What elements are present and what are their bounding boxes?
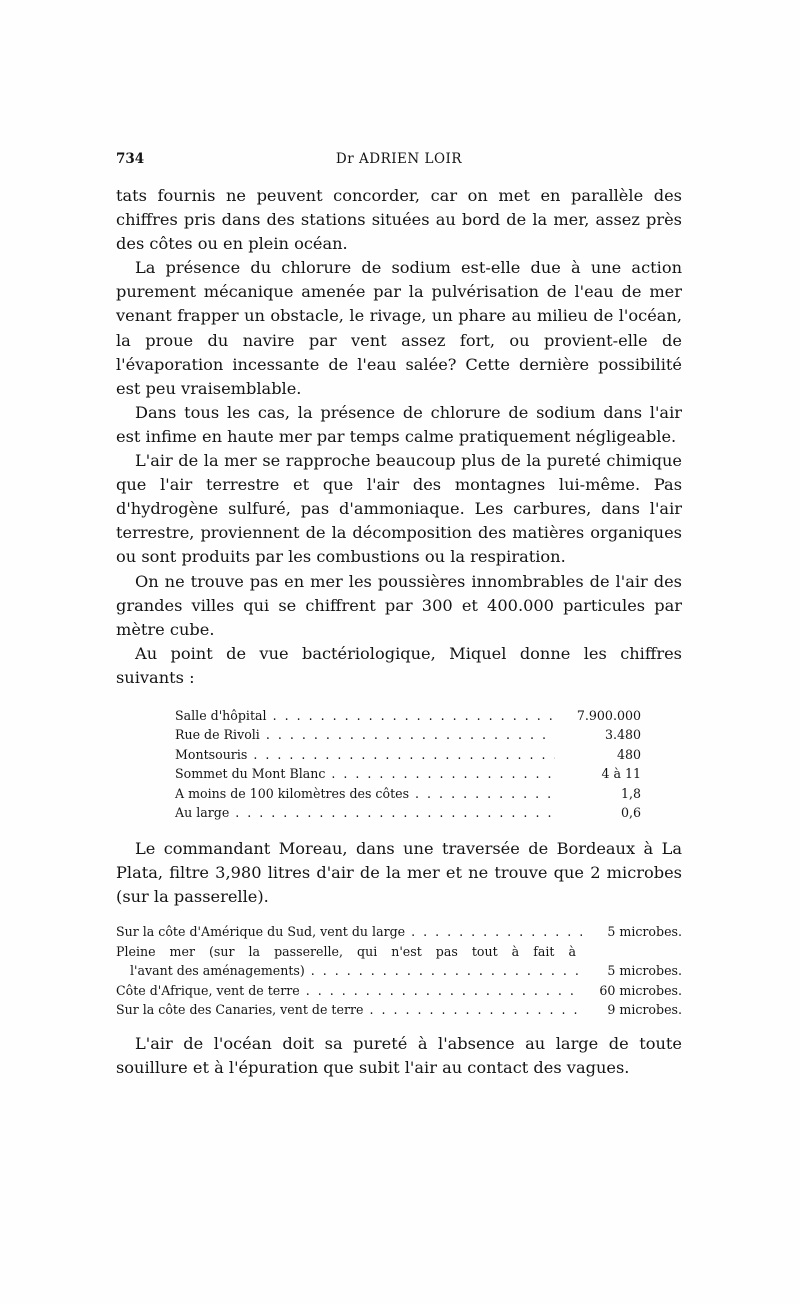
running-title: Dr ADRIEN LOIR	[335, 151, 463, 167]
leader-dots	[266, 725, 555, 745]
leader-dots	[235, 803, 555, 823]
table-row	[175, 784, 641, 804]
moreau-microbes-table	[116, 922, 682, 1020]
row-value: 5 microbes.	[607, 924, 682, 940]
page-body	[116, 184, 682, 1080]
row-label: Sommet du Mont Blanc	[175, 766, 326, 782]
row-label: Sur la côte d'Amérique du Sud, vent du large	[116, 924, 406, 940]
leader-dots	[253, 745, 555, 765]
row-value: 1,8	[620, 785, 641, 801]
row-value: 3.480	[604, 727, 641, 743]
row-label-line: Pleine mer (sur la passerelle, qui n'est pas tout à fait à	[116, 943, 576, 959]
row-label: Sur la côte des Canaries, vent de terre	[116, 1002, 364, 1018]
table-row	[116, 961, 682, 981]
table-row	[116, 1000, 682, 1020]
table-row	[116, 981, 682, 1001]
row-value: 5 microbes.	[607, 963, 682, 979]
table-row	[175, 745, 641, 765]
page-number: 734	[116, 151, 145, 167]
row-label: Côte d'Afrique, vent de terre	[116, 982, 300, 998]
leader-dots	[306, 981, 582, 1001]
leader-dots	[369, 1000, 582, 1020]
paragraph: tats fournis ne peuvent concorder, car on met en parallèle des chiffres pris dans des stations situées au bord de la mer, assez près des côtes ou en plein océan.	[116, 186, 682, 254]
row-label: Salle d'hôpital	[175, 707, 267, 723]
leader-dots	[331, 764, 555, 784]
row-value: 480	[616, 746, 641, 762]
paragraph: Au point de vue bactériologique, Miquel donne les chiffres suivants :	[116, 643, 682, 687]
row-label: A moins de 100 kilomètres des côtes	[175, 785, 410, 801]
row-label: Montsouris	[175, 746, 248, 762]
row-value: 9 microbes.	[607, 1002, 682, 1018]
paragraph: Le commandant Moreau, dans une traversée de Bordeaux à La Plata, filtre 3,980 litres d'air de la mer et ne trouve que 2 microbes (sur la passerelle).	[116, 838, 682, 907]
table-row	[175, 725, 641, 745]
row-value: 4 à 11	[601, 766, 641, 782]
table-row	[116, 922, 682, 942]
page-header	[116, 151, 682, 171]
row-label: Au large	[175, 805, 230, 821]
table-row	[175, 764, 641, 784]
paragraph: L'air de la mer se rapproche beaucoup plus de la pureté chimique que l'air terrestre et que l'air des montagnes lui-même. Pas d'hydrogène sulfuré, pas d'ammoniaque. Les carbures, dans l'air terrestre, proviennent de la décomposition des matières organiques ou sont produits par les combustions ou la respiration.	[116, 451, 682, 567]
leader-dots	[273, 706, 555, 726]
paragraph: L'air de l'océan doit sa pureté à l'absence au large de toute souillure et à l'épuration que subit l'air au contact des vagues.	[116, 1033, 682, 1077]
row-value: 0,6	[620, 805, 641, 821]
paragraph: Dans tous les cas, la présence de chlorure de sodium dans l'air est infime en haute mer par temps calme pratiquement négligeable.	[116, 402, 682, 446]
row-label: l'avant des aménagements)	[130, 963, 305, 979]
paragraph: On ne trouve pas en mer les poussières innombrables de l'air des grandes villes qui se chiffrent par 300 et 400.000 particules par mètre cube.	[116, 571, 682, 639]
miquel-bacteria-table	[175, 706, 641, 823]
paragraph: La présence du chlorure de sodium est-elle due à une action purement mécanique amenée par la pulvérisation de l'eau de mer venant frapper un obstacle, le rivage, un phare au milieu de l'océan, la proue du navire par vent assez fort, ou provient-elle de l'évaporation incessante de l'eau salée? Cette dernière possibilité est peu vraisemblable.	[116, 258, 682, 398]
row-value: 60 microbes.	[599, 982, 682, 998]
table-row	[175, 803, 641, 823]
leader-dots	[411, 922, 582, 942]
leader-dots	[415, 784, 555, 804]
row-label: Rue de Rivoli	[175, 727, 260, 743]
leader-dots	[311, 961, 582, 981]
row-value: 7.900.000	[576, 707, 641, 723]
table-row	[175, 706, 641, 726]
